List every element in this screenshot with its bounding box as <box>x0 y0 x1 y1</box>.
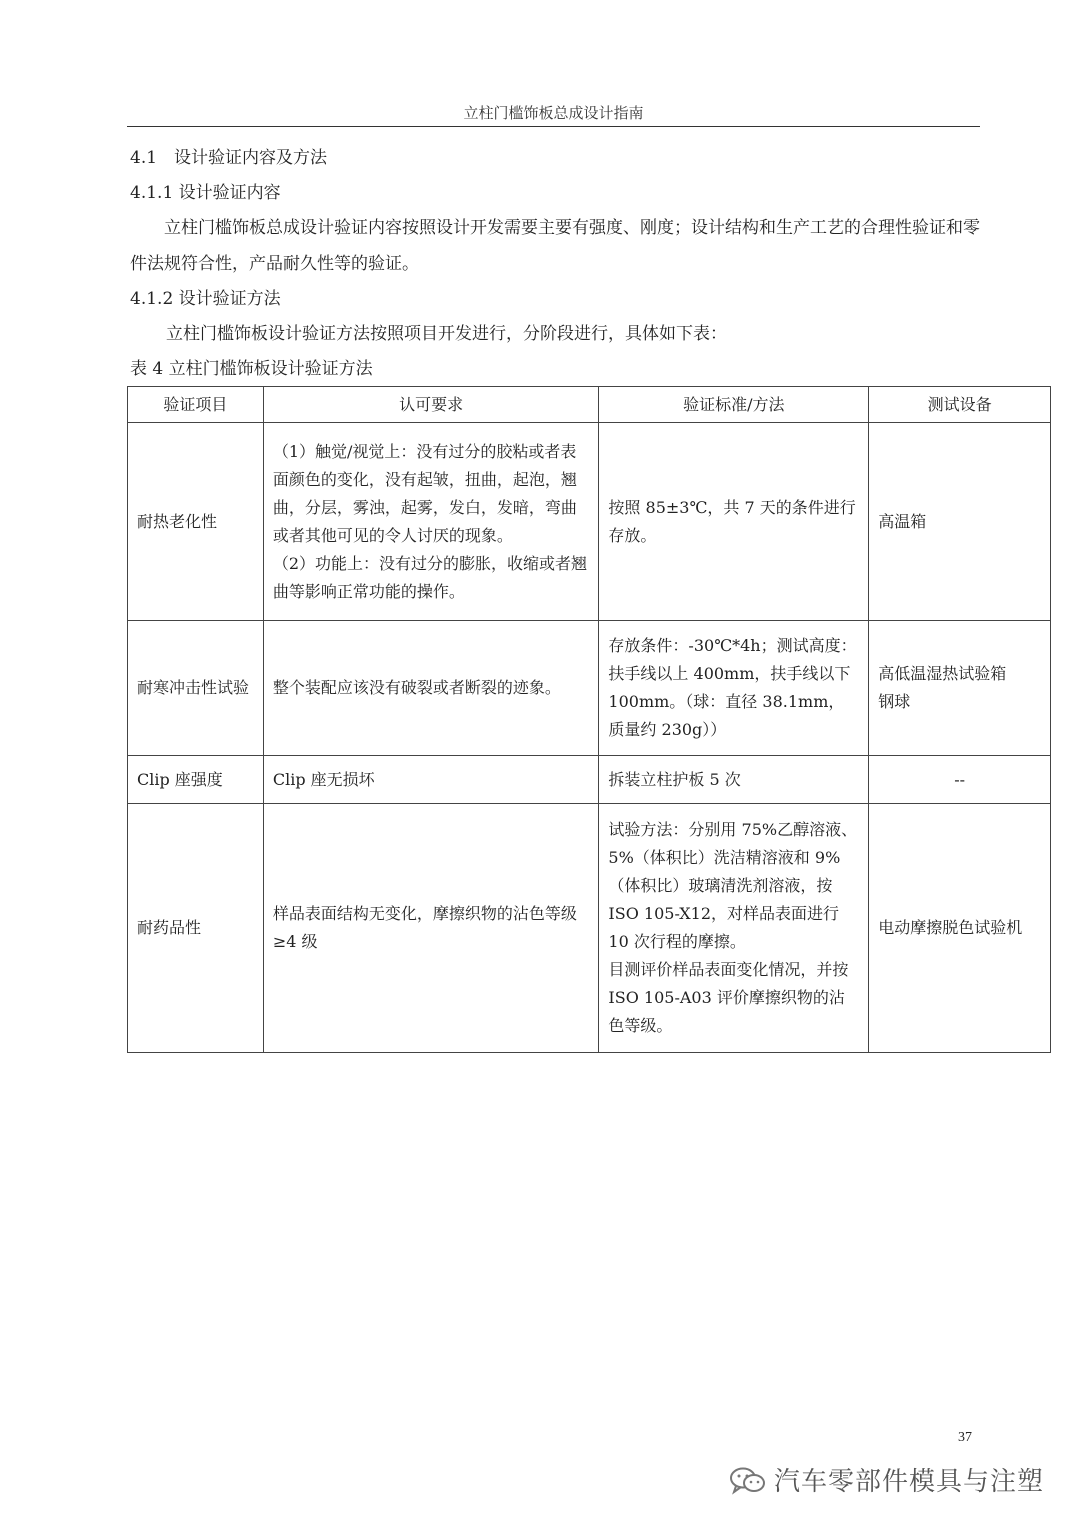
wechat-icon <box>728 1465 768 1495</box>
verification-table <box>127 386 1051 1053</box>
cell-requirement: （1）触觉/视觉上：没有过分的胶粘或者表面颜色的变化，没有起皱，扭曲，起泡，翘曲，分层，雾浊，起雾，发白，发暗，弯曲或者其他可见的令人讨厌的现象。 （2）功能上：没有过分的膨胀，收缩或者翘曲等影响正常功能的操作。 <box>263 423 599 621</box>
cell-method: 试验方法：分别用 75%乙醇溶液、5%（体积比）洗洁精溶液和 9%（体积比）玻璃清洗剂溶液，按 ISO 105-X12，对样品表面进行 10 次行程的摩擦。 目测评价样品表面变化情况，并按 ISO 105-A03 评价摩擦织物的沾色等级。 <box>599 804 869 1053</box>
cell-equipment: -- <box>869 756 1051 804</box>
cell-item: Clip 座强度 <box>128 756 264 804</box>
cell-equipment: 高低温湿热试验箱 钢球 <box>869 621 1051 756</box>
header-requirement: 认可要求 <box>263 387 599 423</box>
cell-requirement: 整个装配应该没有破裂或者断裂的迹象。 <box>263 621 599 756</box>
cell-method: 按照 85±3℃，共 7 天的条件进行存放。 <box>599 423 869 621</box>
cell-item: 耐热老化性 <box>128 423 264 621</box>
cell-requirement: Clip 座无损坏 <box>263 756 599 804</box>
cell-item: 耐药品性 <box>128 804 264 1053</box>
table-row <box>128 756 1051 804</box>
table-caption: 表 4 立柱门槛饰板设计验证方法 <box>130 359 373 379</box>
header-equipment: 测试设备 <box>869 387 1051 423</box>
cell-equipment: 高温箱 <box>869 423 1051 621</box>
paragraph-verification-content: 立柱门槛饰板总成设计验证内容按照设计开发需要主要有强度、刚度；设计结构和生产工艺的合理性验证和零件法规符合性，产品耐久性等的验证。 <box>130 218 980 274</box>
header-method: 验证标准/方法 <box>599 387 869 423</box>
page-number: 37 <box>958 1430 972 1445</box>
section-heading-4-1-2: 4.1.2 设计验证方法 <box>130 289 281 309</box>
table-row <box>128 423 1051 621</box>
cell-equipment: 电动摩擦脱色试验机 <box>869 804 1051 1053</box>
table-header-row <box>128 387 1051 423</box>
section-heading-4-1-1: 4.1.1 设计验证内容 <box>130 183 281 203</box>
watermark <box>728 1461 1044 1498</box>
cell-requirement: 样品表面结构无变化，摩擦织物的沾色等级≥4 级 <box>263 804 599 1053</box>
cell-method: 存放条件：-30℃*4h；测试高度：扶手线以上 400mm，扶手线以下 100mm。（球：直径 38.1mm，质量约 230g）） <box>599 621 869 756</box>
section-heading-4-1: 4.1 设计验证内容及方法 <box>130 148 328 168</box>
cell-method: 拆装立柱护板 5 次 <box>599 756 869 804</box>
cell-item: 耐寒冲击性试验 <box>128 621 264 756</box>
header-item: 验证项目 <box>128 387 264 423</box>
watermark-text: 汽车零部件模具与注塑 <box>774 1467 1045 1497</box>
paragraph-verification-method: 立柱门槛饰板设计验证方法按照项目开发进行，分阶段进行，具体如下表： <box>166 324 727 344</box>
running-header: 立柱门槛饰板总成设计指南 <box>127 100 980 127</box>
table-row <box>128 804 1051 1053</box>
table-row <box>128 621 1051 756</box>
